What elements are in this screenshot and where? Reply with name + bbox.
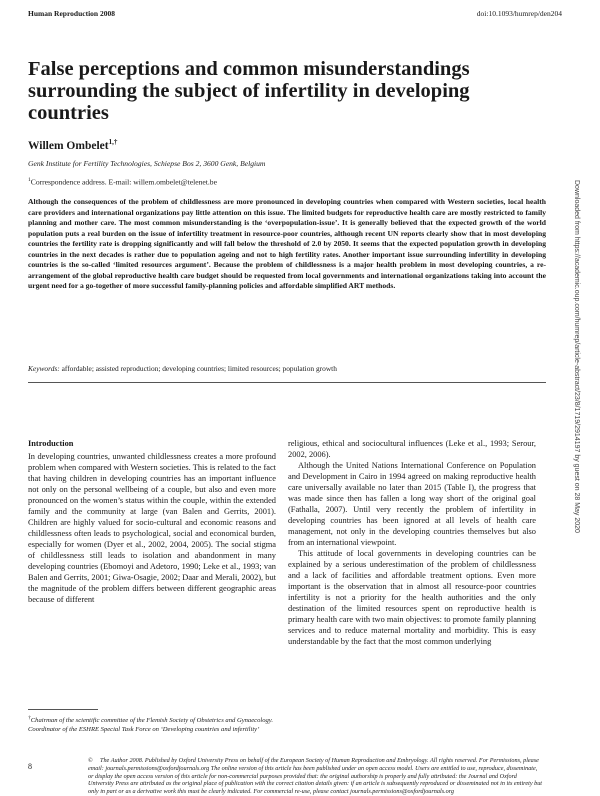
download-note[interactable]: Downloaded from https://academic.oup.com/humrep/article-abstract/23/8/1719/2914197 by guest on 28 May 2020 xyxy=(573,180,580,533)
article-title: False perceptions and common misunderstandings surrounding the subject of infertility in developing countries xyxy=(28,58,470,124)
body-paragraph: This attitude of local governments in developing countries can be explained by a serious underestimation of the problem of childlessness and a lack of facilities and affordable treatment options. Even more important is the observation that in almost all resource-poor countries infertility is not a priority for the health authorities and the only destination of the limited resources spent on reproductive health is primary health care with two main objectives: to promote family planning services and to reduce maternal mortality and morbidity. This is easy understandable by the fact that the most common underlying xyxy=(288,549,536,646)
author-marks: 1,† xyxy=(108,138,118,146)
left-column xyxy=(28,438,276,605)
journal-name: Human Reproduction 2008 xyxy=(28,9,115,18)
footnote-mark: † xyxy=(28,715,31,721)
page-number: 8 xyxy=(28,762,32,771)
divider xyxy=(28,382,546,383)
correspondence-mark: 1 xyxy=(28,177,31,183)
intro-paragraph: In developing countries, unwanted childlessness creates a more profound problem when compared with Western societies. This is related to the fact that having children in developing countries has an important influence not only on the personal wellbeing of a couple, but also and even more pronounced on the women’s status within the couple, within the extended family and the community at large (van Balen and Gerrits, 2001). Children are highly valued for socio-cultural and economic reasons and childlessness often leads to psychological, social and economical burden, especially for women (Dyer et al., 2002, 2004, 2005). The social stigma of childlessness still leads to isolation and abandonment in many developing countries (Ebomoyi and Adetoro, 1990; Leke et al., 1993; van Balen and Gerrits, 2001; Giwa-Osagie, 2002; Daar and Merali, 2002), but the magnitude of the problem differs between different geographic areas because of different xyxy=(28,452,276,604)
correspondence-text: Correspondence address. E-mail: willem.ombelet@telenet.be xyxy=(30,177,217,187)
section-title: Introduction xyxy=(28,439,74,448)
keywords xyxy=(28,364,546,373)
author xyxy=(28,138,117,152)
footnote-text: Chairman of the scientific committee of the Flemish Society of Obstetrics and Gynaecology. Coordinator of the ESHRE Special Task Force on ‘Developing countries and infertility’ xyxy=(28,717,274,733)
copyright-icon: © xyxy=(88,757,93,764)
body-paragraph: religious, ethical and sociocultural influences (Leke et al., 1993; Serour, 2002, 2006). xyxy=(288,439,536,459)
correspondence xyxy=(28,177,217,187)
copyright-text: The Author 2008. Published by Oxford University Press on behalf of the European Society of Human Reproduction and Embryology. All rights reserved. For Permissions, please email: journals.permissions@oxfordjournals.org The online version of this article has been published under an open access model. Users are entitled to use, reproduce, disseminate, or display the open access version of this article for non-commercial purposes provided that: the original authorship is properly and fully attributed: the Journal and Oxford University Press are attributed as the original place of publication with the correct citation details given: if an article is subsequently reproduced or disseminated not in its entirety but only in part or as a derivative work this must be clearly indicated. For commercial re-use, please contact journals.permissions@oxfordjournals.org xyxy=(88,757,543,796)
abstract: Although the consequences of the problem of childlessness are more pronounced in developing countries when compared with Western societies, local health care providers and international organizations pay little attention on this issue. The limited budgets for reproductive health care are mostly restricted to family planning and mother care. The most common misunderstanding is the ‘overpopulation-issue’. It is generally believed that the expected growth of the world population puts a real burden on the issue of infertility treatment in resource-poor countries, although recent UN reports clearly show that in most developing countries the fertility rate is dropping significantly and will fall below the threshold of 2.0 by 2050. It seems that the expected population growth in developing countries in the next decades is rather due to population ageing and not to high fertility rates. Another important issue surrounding infertility in developing countries is the so-called ‘limited resources argument’. Because the problem of childlessness is a major health problem in most developing countries, a re-arrangement of the global reproductive health care budget should be requested from local governments and international organizations taking into account the urgent need for a go-together of more successful family-planning policies and affordable simplified ART methods. xyxy=(28,197,546,290)
footnote-rule xyxy=(28,709,98,710)
author-name: Willem Ombelet xyxy=(28,139,109,152)
doi[interactable]: doi:10.1093/humrep/den204 xyxy=(476,9,562,18)
keywords-text: affordable; assisted reproduction; developing countries; limited resources; population growth xyxy=(61,364,337,373)
right-column xyxy=(288,438,536,647)
affiliation: Genk Institute for Fertility Technologies, Schiepse Bos 2, 3600 Genk, Belgium xyxy=(28,159,266,168)
footnote xyxy=(28,714,276,734)
body-paragraph: Although the United Nations International Conference on Population and Development in Cairo in 1994 agreed on making reproductive health care universally available no later than 2015 (Table I), the progress that was made since then has fallen a long way short of the original goal (Fathalla, 2007). Until very recently the problem of infertility in developing countries has been ignored at all levels of health care management, not only in the developing countries themselves but also from an international viewpoint. xyxy=(288,461,536,547)
copyright-notice xyxy=(88,757,543,796)
keywords-label: Keywords: xyxy=(28,364,60,373)
